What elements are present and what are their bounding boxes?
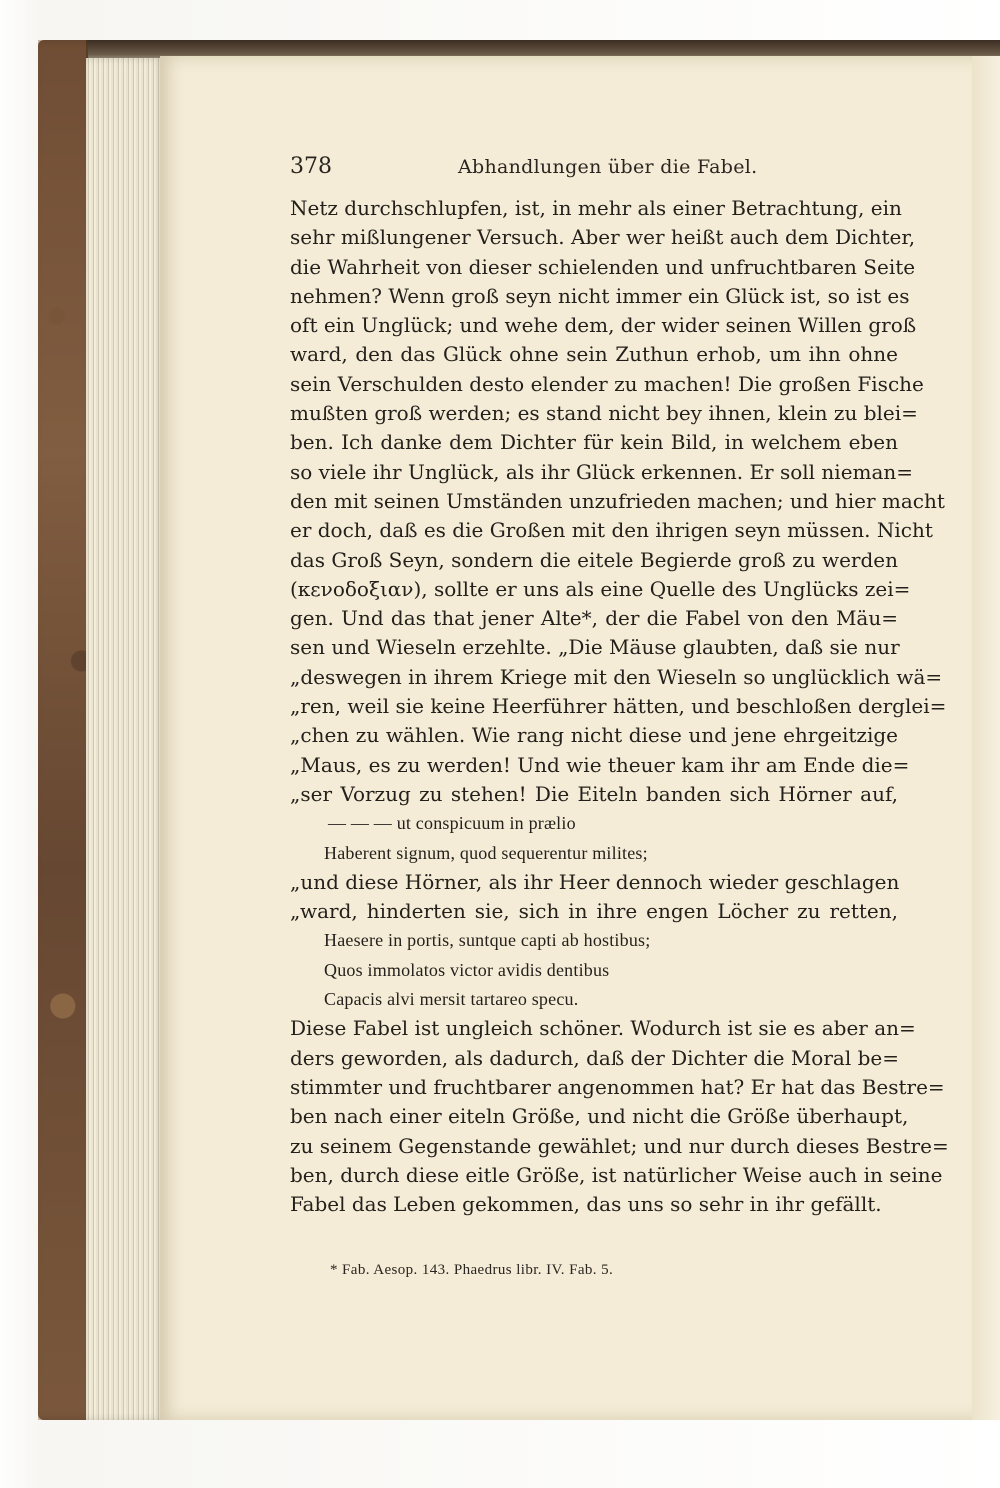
page-number: 378 <box>290 154 332 179</box>
latin-verse-line: — — — ut conspicuum in prælio <box>328 813 576 834</box>
text-line: stimmter und fruchtbarer angenommen hat? Er hat das Bestre= <box>290 1074 945 1099</box>
text-line: Netz durchschlupfen, ist, in mehr als einer Betrachtung, ein <box>290 196 902 220</box>
text-line: sein Verschulden desto elender zu machen! Die großen Fische <box>290 371 924 396</box>
page-right-edge <box>972 56 1000 1420</box>
text-line: „Maus, es zu werden! Und wie theuer kam ihr am Ende die= <box>290 752 910 777</box>
text-line: gen. Und das that jener Alte*, der die Fabel von den Mäu= <box>290 606 898 631</box>
text-line: „ward, hinderten sie, sich in ihre engen Löcher zu retten, <box>290 899 898 924</box>
text-line: oft ein Unglück; und wehe dem, der wider seinen Willen groß <box>290 313 917 338</box>
text-line: ben. Ich danke dem Dichter für kein Bild, in welchem eben <box>290 430 898 455</box>
text-line: „chen zu wählen. Wie rang nicht diese und jene ehrgeitzige <box>290 723 898 748</box>
text-line: (κενοδοξιαν), sollte er uns als eine Quelle des Unglücks zei= <box>290 576 911 601</box>
text-line: sehr mißlungener Versuch. Aber wer heißt auch dem Dichter, <box>290 225 916 250</box>
text-line: er doch, daß es die Großen mit den ihrigen seyn müssen. Nicht <box>290 518 933 543</box>
latin-verse-line: Haberent signum, quod sequerentur milites; <box>324 842 648 863</box>
latin-verse-line: Capacis alvi mersit tartareo specu. <box>324 989 579 1010</box>
text-line: „ren, weil sie keine Heerführer hätten, und beschloßen derglei= <box>290 694 947 719</box>
text-line: zu seinem Gegenstande gewählet; und nur durch dieses Bestre= <box>290 1133 949 1158</box>
page-stack-edge <box>86 58 164 1420</box>
page-header <box>290 154 900 186</box>
text-line: „und diese Hörner, als ihr Heer dennoch wieder geschlagen <box>290 869 900 894</box>
running-title: Abhandlungen über die Fabel. <box>458 156 758 178</box>
text-line: ben nach einer eiteln Größe, und nicht die Größe überhaupt, <box>290 1104 909 1129</box>
text-line: den mit seinen Umständen unzufrieden machen; und hier macht <box>290 488 945 513</box>
text-line: Fabel das Leben gekommen, das uns so sehr in ihr gefällt. <box>290 1192 882 1217</box>
text-line: das Groß Seyn, sondern die eitele Begierde groß zu werden <box>290 547 898 572</box>
book-spine-leather <box>38 40 86 1420</box>
text-line: ben, durch diese eitle Größe, ist natürlicher Weise auch in seine <box>290 1162 943 1187</box>
latin-verse-line: Quos immolatos victor avidis dentibus <box>324 959 610 980</box>
text-line: so viele ihr Unglück, als ihr Glück erkennen. Er soll nieman= <box>290 459 914 484</box>
text-line: sen und Wieseln erzehlte. „Die Mäuse glaubten, daß sie nur <box>290 635 900 660</box>
text-line: nehmen? Wenn groß seyn nicht immer ein Glück ist, so ist es <box>290 283 910 308</box>
text-line: die Wahrheit von dieser schielenden und unfruchtbaren Seite <box>290 254 916 279</box>
text-line: Diese Fabel ist ungleich schöner. Wodurch ist sie es aber an= <box>290 1016 916 1041</box>
body-text <box>290 194 949 1219</box>
text-line: „deswegen in ihrem Kriege mit den Wieseln so unglücklich wä= <box>290 664 943 689</box>
footnote: * Fab. Aesop. 143. Phaedrus libr. IV. Fab. 5. <box>330 1262 614 1278</box>
text-line: ders geworden, als dadurch, daß der Dichter die Moral be= <box>290 1045 899 1070</box>
latin-verse-line: Haesere in portis, suntque capti ab hostibus; <box>324 930 651 951</box>
text-line: „ser Vorzug zu stehen! Die Eiteln banden sich Hörner auf, <box>290 781 898 806</box>
text-line: ward, den das Glück ohne sein Zuthun erhob, um ihn ohne <box>290 342 898 367</box>
text-line: mußten groß werden; es stand nicht bey ihnen, klein zu blei= <box>290 401 918 426</box>
